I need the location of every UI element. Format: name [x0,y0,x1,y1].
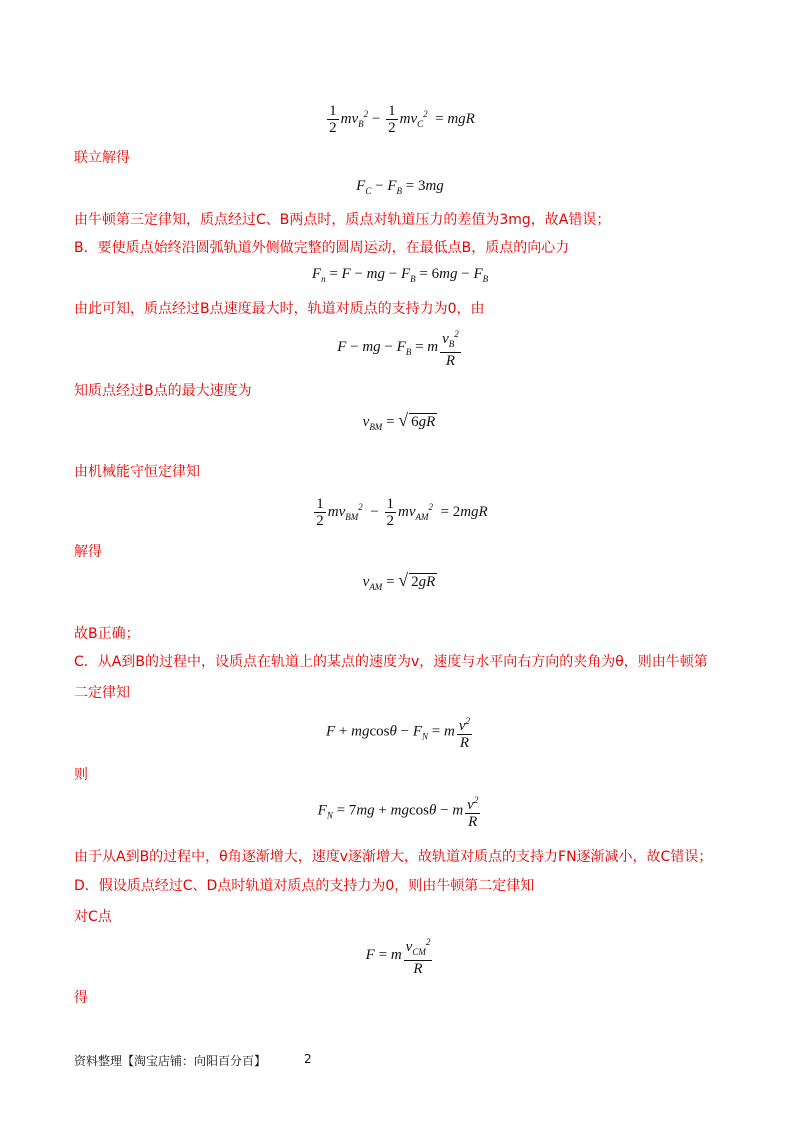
equation-energy-ba: $\frac{1}{2}$ $mv_{BM}^2$ − $\frac{1}{2}$ $mv_{AM}^2 = 2mgR$ [316,496,488,529]
equation-newton-cm: F = m $\frac{v_{CM}^2}{R}$ [0,934,800,977]
text-b-correct: 故B正确； [74,626,140,642]
text-option-d: D．假设质点经过C、D点时轨道对质点的支持力为0，则由牛顿第二定律知 [74,878,535,894]
text-option-c-2: 二定律知 [74,685,130,701]
equation-vam: $v_{AM}$ = √ 2gR [362,570,436,592]
equation-centripetal: $F_n = F$ − mg − $F_B = 6mg - F_B$ [311,266,489,284]
equation-newton-b: F − mg − $F_B = m$ $\frac{v_B^2}{R}$ [0,326,800,369]
text-conclusion-a: 由牛顿第三定律知，质点经过C、B两点时，质点对轨道压力的差值为3mg，故A错误； [74,212,611,228]
text-c-wrong: 由于从A到B的过程中，θ角逐渐增大，速度v逐渐增大，故轨道对质点的支持力FN逐渐减小，故C错误； [74,849,713,865]
equation-newton-c: $F + mgcos\theta - F_N = m$ $\frac{v^2}{R}$ [0,713,800,751]
text-lianli: 联立解得 [74,150,130,166]
text-energy-conservation: 由机械能守恒定律知 [74,464,200,480]
text-de: 得 [74,990,88,1006]
text-option-c-1: C．从A到B的过程中，设质点在轨道上的某点的速度为v，速度与水平向右方向的夹角为θ，则由牛顿第 [74,654,708,670]
text-max-speed-condition: 由此可知，质点经过B点速度最大时，轨道对质点的支持力为0，由 [74,301,485,317]
text-max-speed: 知质点经过B点的最大速度为 [74,383,252,399]
page-number: 2 [304,1052,312,1066]
equation-energy-bc: $\frac{1}{2}$ $mv_B^2$ − $\frac{1}{2}$ $mv_C^2$ = mgR [329,103,475,136]
footer-source: 资料整理【淘宝店铺：向阳百分百】 [74,1054,267,1068]
text-jiede: 解得 [74,544,102,560]
text-ze: 则 [74,767,88,783]
equation-force-diff: $F_C - F_B = 3mg$ [356,178,444,196]
equation-vbm: $v_{BM}$ = √ 6gR [362,410,436,432]
equation-normal-force: $F_N = 7mg + mgcos\theta - m$ $\frac{v^2}{R}$ [0,792,800,830]
text-for-c: 对C点 [74,909,112,925]
page-footer [74,1052,312,1069]
text-option-b: B．要使质点始终沿圆弧轨道外侧做完整的圆周运动，在最低点B，质点的向心力 [74,240,570,256]
